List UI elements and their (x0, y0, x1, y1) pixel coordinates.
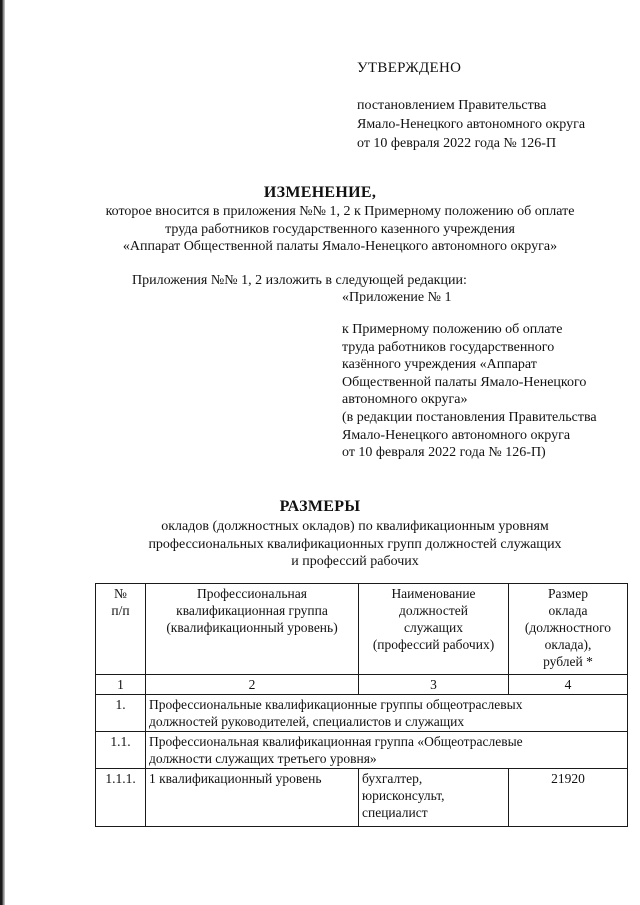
appendix-line: казённого учреждения «Аппарат (342, 357, 537, 373)
appendix-line: автономного округа» (342, 392, 468, 408)
row-level: 1 квалификационный уровень (146, 769, 359, 827)
column-number: 3 (359, 675, 509, 695)
subgroup-title: Профессиональная квалификационная группа «Общеотраслевые должности служащих третьего уровня» (146, 732, 628, 769)
column-number: 1 (96, 675, 146, 695)
table-row-group (96, 695, 628, 732)
appendix-block (342, 321, 597, 462)
appendix-line: к Примерному положению об оплате (342, 322, 563, 337)
header-cell-positions: Наименование должностей служащих (профессий рабочих) (359, 584, 509, 675)
column-number: 2 (146, 675, 359, 695)
appendix-line: (в редакции постановления Правительства (342, 409, 597, 425)
approval-block (357, 96, 585, 153)
subgroup-number: 1.1. (96, 732, 146, 769)
intro-text: Приложения №№ 1, 2 изложить в следующей редакции: (132, 273, 467, 288)
group-title: Профессиональные квалификационные группы общеотраслевых должностей руководителей, специалистов и служащих (146, 695, 628, 732)
change-title: ИЗМЕНЕНИЕ, (263, 184, 377, 201)
row-salary: 21920 (509, 769, 628, 827)
row-number: 1.1.1. (96, 769, 146, 827)
approval-line: от 10 февраля 2022 года № 126-П (357, 136, 557, 151)
appendix-line: труда работников государственного (342, 339, 555, 355)
approval-stamp: УТВЕРЖДЕНО (357, 60, 462, 76)
table-header-row (96, 584, 628, 675)
appendix-line: Общественной палаты Ямало-Ненецкого (342, 374, 587, 390)
header-cell-salary: Размер оклада (должностного оклада), рублей * (509, 584, 628, 675)
sizes-subtitle-line: и профессий рабочих (291, 554, 419, 569)
appendix-label: «Приложение № 1 (342, 290, 452, 305)
appendix-line: Ямало-Ненецкого автономного округа (342, 427, 571, 443)
salary-table (95, 583, 628, 827)
table-row-subgroup (96, 732, 628, 769)
sizes-subtitle-line: окладов (должностных окладов) по квалификационным уровням (161, 519, 549, 534)
column-number: 4 (509, 675, 628, 695)
change-subtitle-line: которое вносится в приложения №№ 1, 2 к Примерному положению об оплате (105, 204, 575, 219)
group-number: 1. (96, 695, 146, 732)
approval-line: Ямало-Ненецкого автономного округа (357, 117, 586, 132)
scan-edge (0, 0, 5, 905)
sizes-subtitle-line: профессиональных квалификационных групп должностей служащих (148, 536, 562, 552)
change-subtitle (80, 203, 600, 256)
approval-line: постановлением Правительства (357, 98, 547, 113)
sizes-subtitle (100, 518, 610, 571)
column-number-row (96, 675, 628, 695)
table-row (96, 769, 628, 827)
appendix-line: от 10 февраля 2022 года № 126-П) (342, 445, 546, 461)
row-positions: бухгалтер, юрисконсульт, специалист (359, 769, 509, 827)
sizes-title: РАЗМЕРЫ (279, 498, 361, 515)
header-cell-group: Профессиональная квалификационная группа (квалификационный уровень) (146, 584, 359, 675)
header-cell-number: № п/п (96, 584, 146, 675)
change-subtitle-line: труда работников государственного казенного учреждения (165, 221, 515, 237)
change-subtitle-line: «Аппарат Общественной палаты Ямало-Ненецкого автономного округа» (122, 239, 558, 254)
